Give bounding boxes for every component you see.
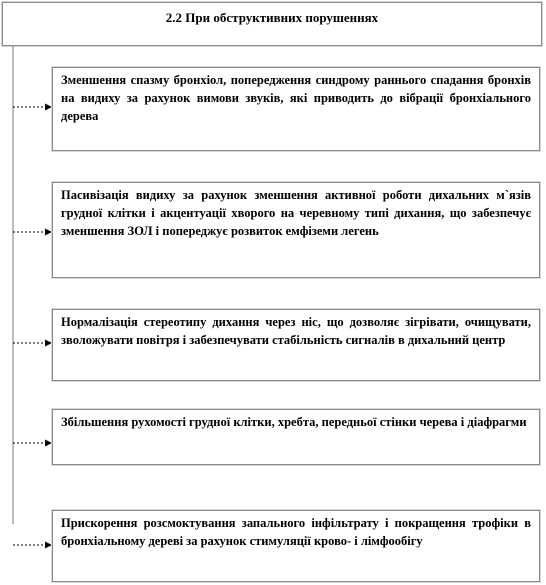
step-text-3: Нормалізація стереотипу дихання через ніс, що дозволяє зігрівати, очищувати, зволожувати повітря і забезпечувати стабільність сигналів в дихальний центр (61, 315, 531, 347)
step-box-5 (52, 510, 540, 582)
step-text-4: Збільшення рухомості грудної клітки, хребта, передньої стінки черева і діафрагми (61, 415, 527, 429)
step-box-2 (52, 182, 540, 278)
step-box-1 (52, 67, 540, 151)
step-box-4 (52, 409, 540, 465)
step-text-5: Прискорення розсмоктування запального інфільтрату і покращення трофіки в бронхіальному дереві за рахунок стимуляції крово- і лімфообігу (61, 516, 531, 548)
step-text-1: Зменшення спазму бронхіол, попередження синдрому раннього спадання бронхів на видиху за рахунок вимови звуків, які приводить до вібрації бронхіального дерева (61, 73, 531, 123)
header-box (2, 2, 542, 46)
page-title: 2.2 При обструктивних порушеннях (165, 10, 379, 25)
step-text-2: Пасивізація видиху за рахунок зменшення активної роботи дихальних м`язів грудної клітки і акцентуації хворого на черевному типі дихання, що забезпечує зменшення ЗОЛ і попереджує розвиток емфіземи легень (61, 188, 531, 238)
step-box-3 (52, 309, 540, 381)
